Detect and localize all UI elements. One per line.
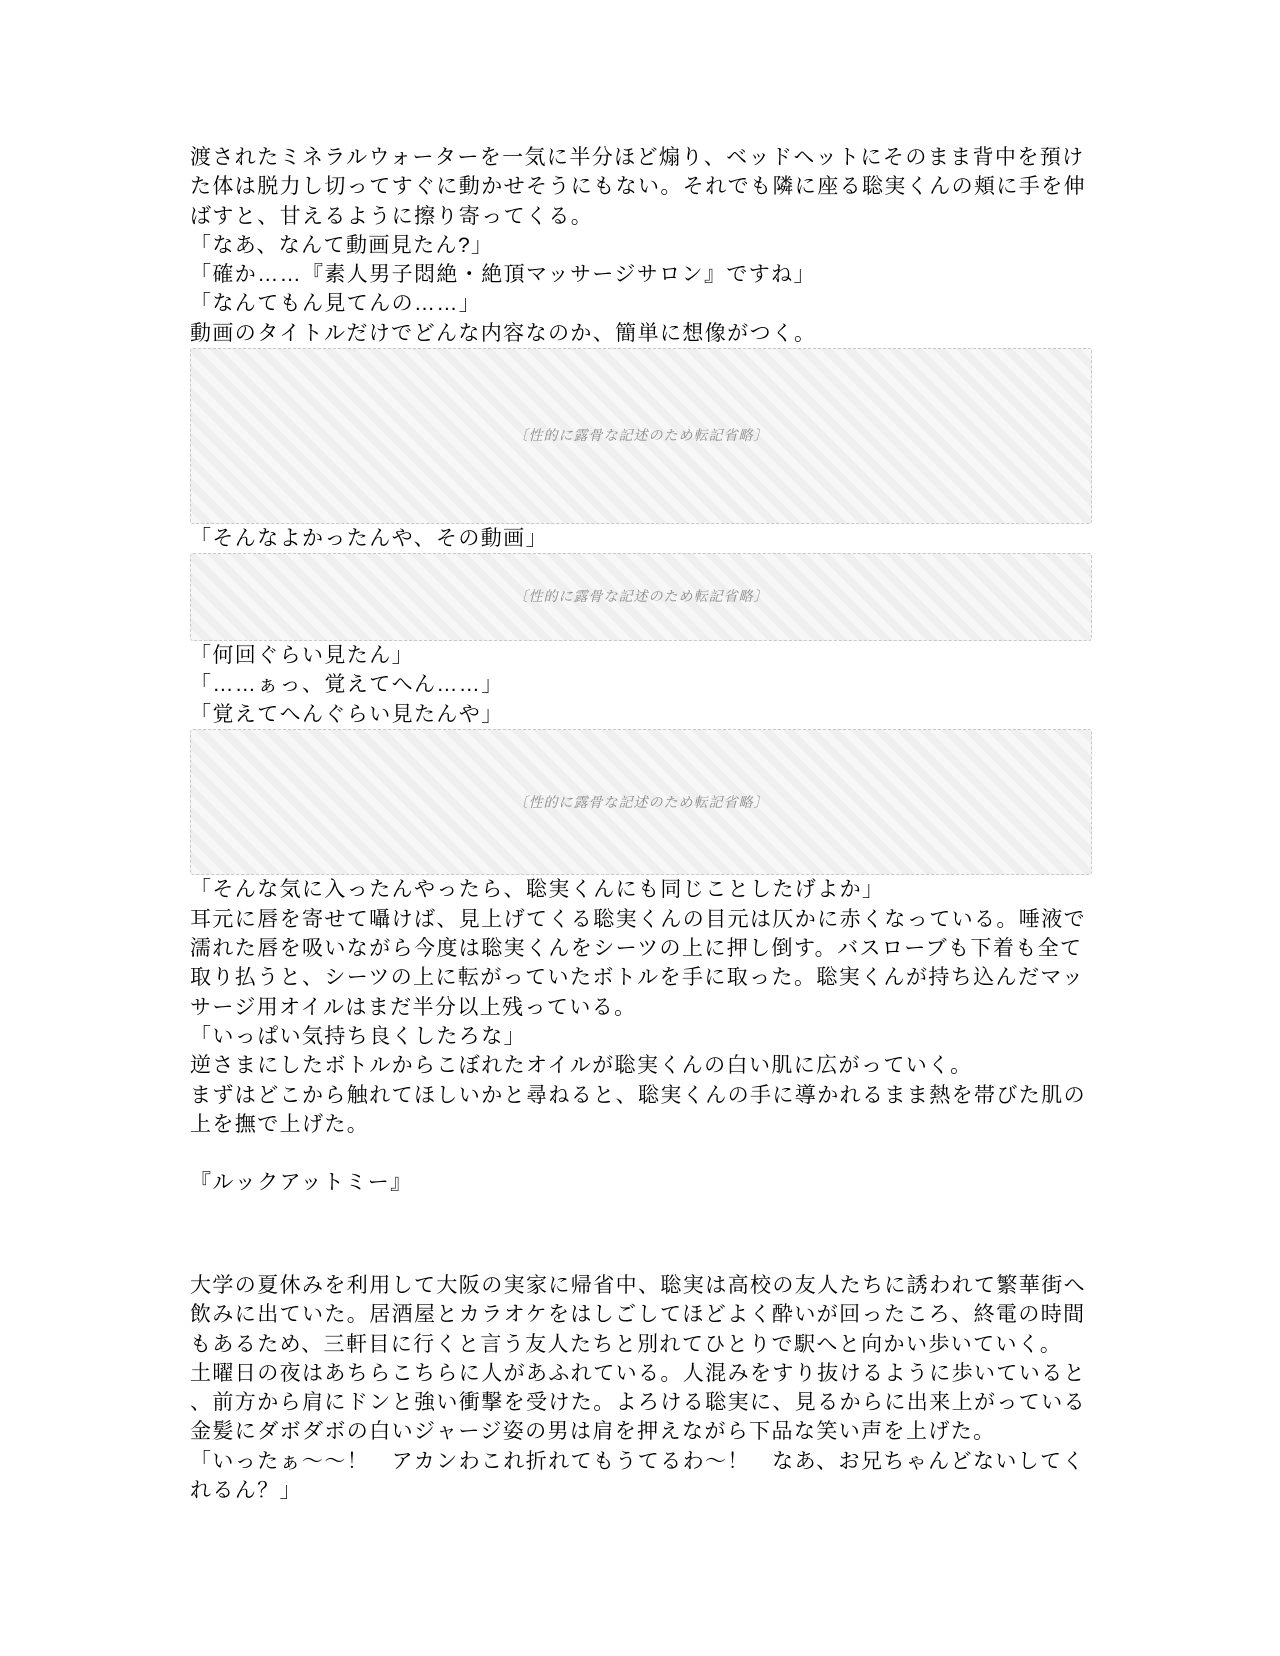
dialogue-line: 「……ぁっ、覚えてへん……」 (190, 673, 504, 697)
dialogue-line: 「そんな気に入ったんやったら、聡実くんにも同じことしたげよか」 (190, 878, 885, 902)
dialogue-line: 「いったぁ〜〜！ アカンわこれ折れてもうてるわ〜！ なあ、お兄ちゃんどないしてくれるん？」 (190, 1449, 1085, 1503)
redacted-passage: 〔性的に露骨な記述のため転記省略〕 (190, 729, 1092, 876)
paragraph: 逆さまにしたボトルからこぼれたオイルが聡実くんの白い肌に広がっていく。 (190, 1054, 973, 1078)
section-title: 『ルックアットミー』 (190, 1171, 413, 1195)
dialogue-line: 「確か……『素人男子悶絶・絶頂マッサージサロン』ですね」 (190, 263, 816, 287)
paragraph: 動画のタイトルだけでどんな内容なのか、簡単に想像がつく。 (190, 321, 817, 345)
paragraph: まずはどこから触れてほしいかと尋ねると、聡実くんの手に導かれるまま熱を帯びた肌の上を撫で上げた。 (190, 1083, 1086, 1136)
redacted-passage: 〔性的に露骨な記述のため転記省略〕 (190, 348, 1092, 524)
dialogue-line: 「いっぱい気持ち良くしたろな」 (190, 1024, 526, 1048)
document-page (190, 0, 1092, 1505)
paragraph: 大学の夏休みを利用して大阪の実家に帰省中、聡実は高校の友人たちに誘われて繁華街へ飲みに出ていた。居酒屋とカラオケをはしごしてほどよく酔いが回ったころ、終電の時間もあるため、三軒目に行くと言う友人たちと別れてひとりで駅へと向かい歩いていく。 (190, 1273, 1086, 1356)
dialogue-line: 「なんてもん見てんの……」 (190, 292, 482, 316)
paragraph: 土曜日の夜はあちらこちらに人があふれている。人混みをすり抜けるように歩いていると、前方から肩にドンと強い衝撃を受けた。よろける聡実に、見るからに出来上がっている金髪にダボダボの白いジャージ姿の男は肩を押えながら下品な笑い声を上げた。 (190, 1361, 1086, 1444)
dialogue-line: 「覚えてへんぐらい見たんや」 (190, 702, 504, 726)
dialogue-line: 「なあ、なんて動画見たん?」 (190, 233, 494, 257)
paragraph: 渡されたミネラルウォーターを一気に半分ほど煽り、ベッドヘットにそのまま背中を預けた体は脱力し切ってすぐに動かせそうにもない。それでも隣に座る聡実くんの頬に手を伸ばすと、甘えるように擦り寄ってくる。 (190, 146, 1086, 228)
paragraph: 耳元に唇を寄せて囁けば、見上げてくる聡実くんの目元は仄かに赤くなっている。唾液で濡れた唇を吸いながら今度は聡実くんをシーツの上に押し倒す。バスローブも下着も全て取り払うと、シーツの上に転がっていたボトルを手に取った。聡実くんが持ち込んだマッサージ用オイルはまだ半分以上残っている。 (190, 907, 1086, 1019)
redacted-passage: 〔性的に露骨な記述のため転記省略〕 (190, 553, 1092, 641)
dialogue-line: 「何回ぐらい見たん」 (190, 644, 414, 668)
dialogue-line: 「そんなよかったんや、その動画」 (190, 526, 548, 550)
